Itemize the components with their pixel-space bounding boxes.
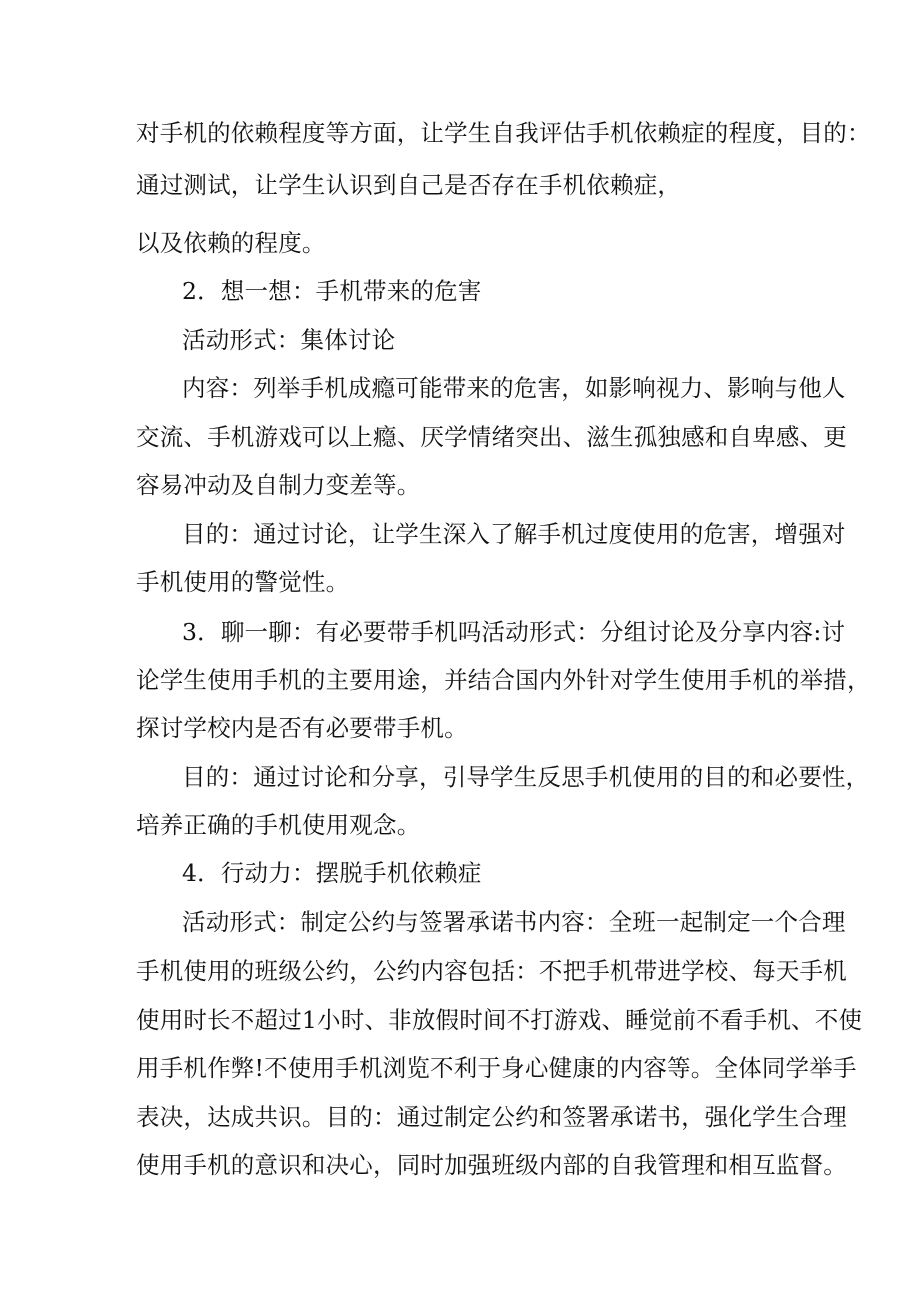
text-line: 目的：通过讨论和分享，引导学生反思手机使用的目的和必要性， [182, 763, 870, 791]
section-heading: 3．聊一聊：有必要带手机吗活动形式：分组讨论及分享内容:讨 [182, 618, 846, 646]
text-line: 使用手机的意识和决心，同时加强班级内部的自我管理和相互监督。 [136, 1151, 847, 1179]
text-line: 对手机的依赖程度等方面，让学生自我评估手机依赖症的程度，目的： [136, 119, 871, 147]
text-line: 使用时长不超过1小时、非放假时间不打游戏、睡觉前不看手机、不使 [136, 1006, 863, 1034]
text-line: 手机使用的警觉性。 [136, 568, 350, 596]
text-line: 容易冲动及自制力变差等。 [136, 471, 421, 499]
text-line: 探讨学校内是否有必要带手机。 [136, 714, 468, 742]
text-line: 手机使用的班级公约，公约内容包括：不把手机带进学校、每天手机 [136, 957, 847, 985]
section-heading: 4．行动力：摆脱手机依赖症 [182, 859, 482, 887]
text-line: 培养正确的手机使用观念。 [136, 811, 421, 839]
text-line: 表决，达成共识。目的：通过制定公约和签署承诺书，强化学生合理 [136, 1103, 847, 1131]
text-line: 通过测试，让学生认识到自己是否存在手机依赖症， [136, 171, 682, 199]
text-line: 内容：列举手机成瘾可能带来的危害，如影响视力、影响与他人 [182, 374, 846, 402]
section-heading: 2．想一想：手机带来的危害 [182, 277, 482, 305]
text-line: 论学生使用手机的主要用途，并结合国内外针对学生使用手机的举措， [136, 666, 871, 694]
text-line: 用手机作弊!不使用手机浏览不利于身心健康的内容等。全体同学举手 [136, 1054, 857, 1082]
text-line: 交流、手机游戏可以上瘾、厌学情绪突出、滋生孤独感和自卑感、更 [136, 423, 847, 451]
text-line: 活动形式：制定公约与签署承诺书内容：全班一起制定一个合理 [182, 908, 846, 936]
text-line: 以及依赖的程度。 [136, 229, 326, 257]
text-line: 活动形式：集体讨论 [182, 326, 396, 354]
text-line: 目的：通过讨论，让学生深入了解手机过度使用的危害，增强对 [182, 520, 846, 548]
